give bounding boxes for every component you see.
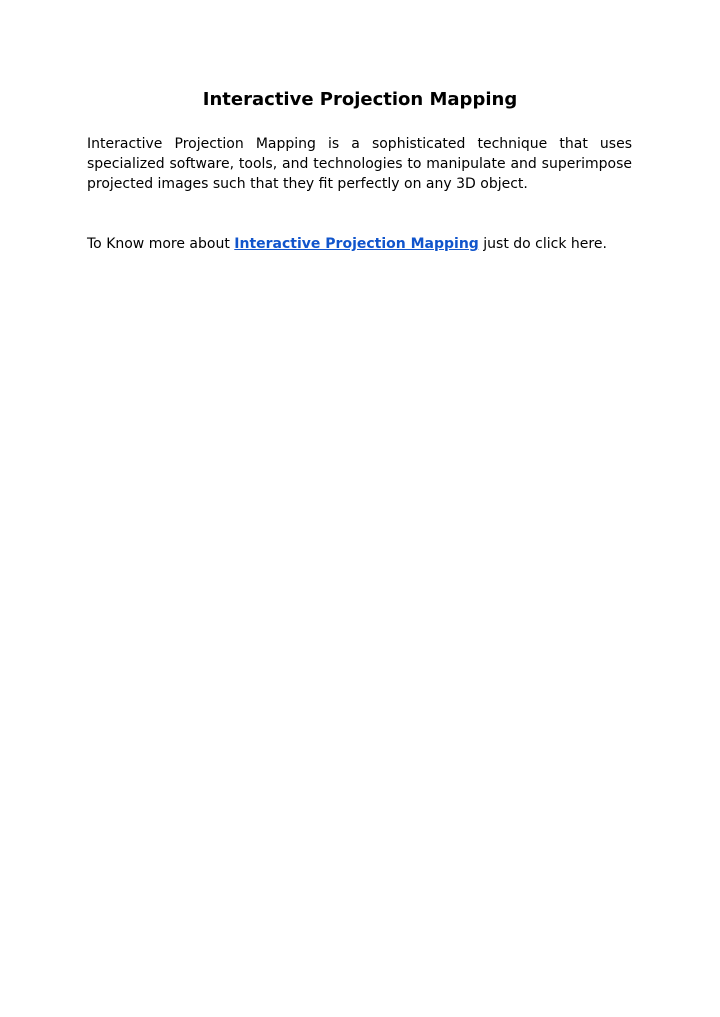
more-info-prefix: To Know more about <box>87 236 235 252</box>
document-title: Interactive Projection Mapping <box>202 89 518 110</box>
intro-paragraph: Interactive Projection Mapping is a sophisticated technique that uses specialized software, tools, and technologies to manipulate and superimpose projected images such that they fit perfectly on any 3D object. <box>87 136 632 192</box>
interactive-projection-mapping-link[interactable]: Interactive Projection Mapping <box>234 236 479 252</box>
more-info-suffix: just do click here. <box>478 236 607 252</box>
more-info-paragraph <box>87 234 632 254</box>
